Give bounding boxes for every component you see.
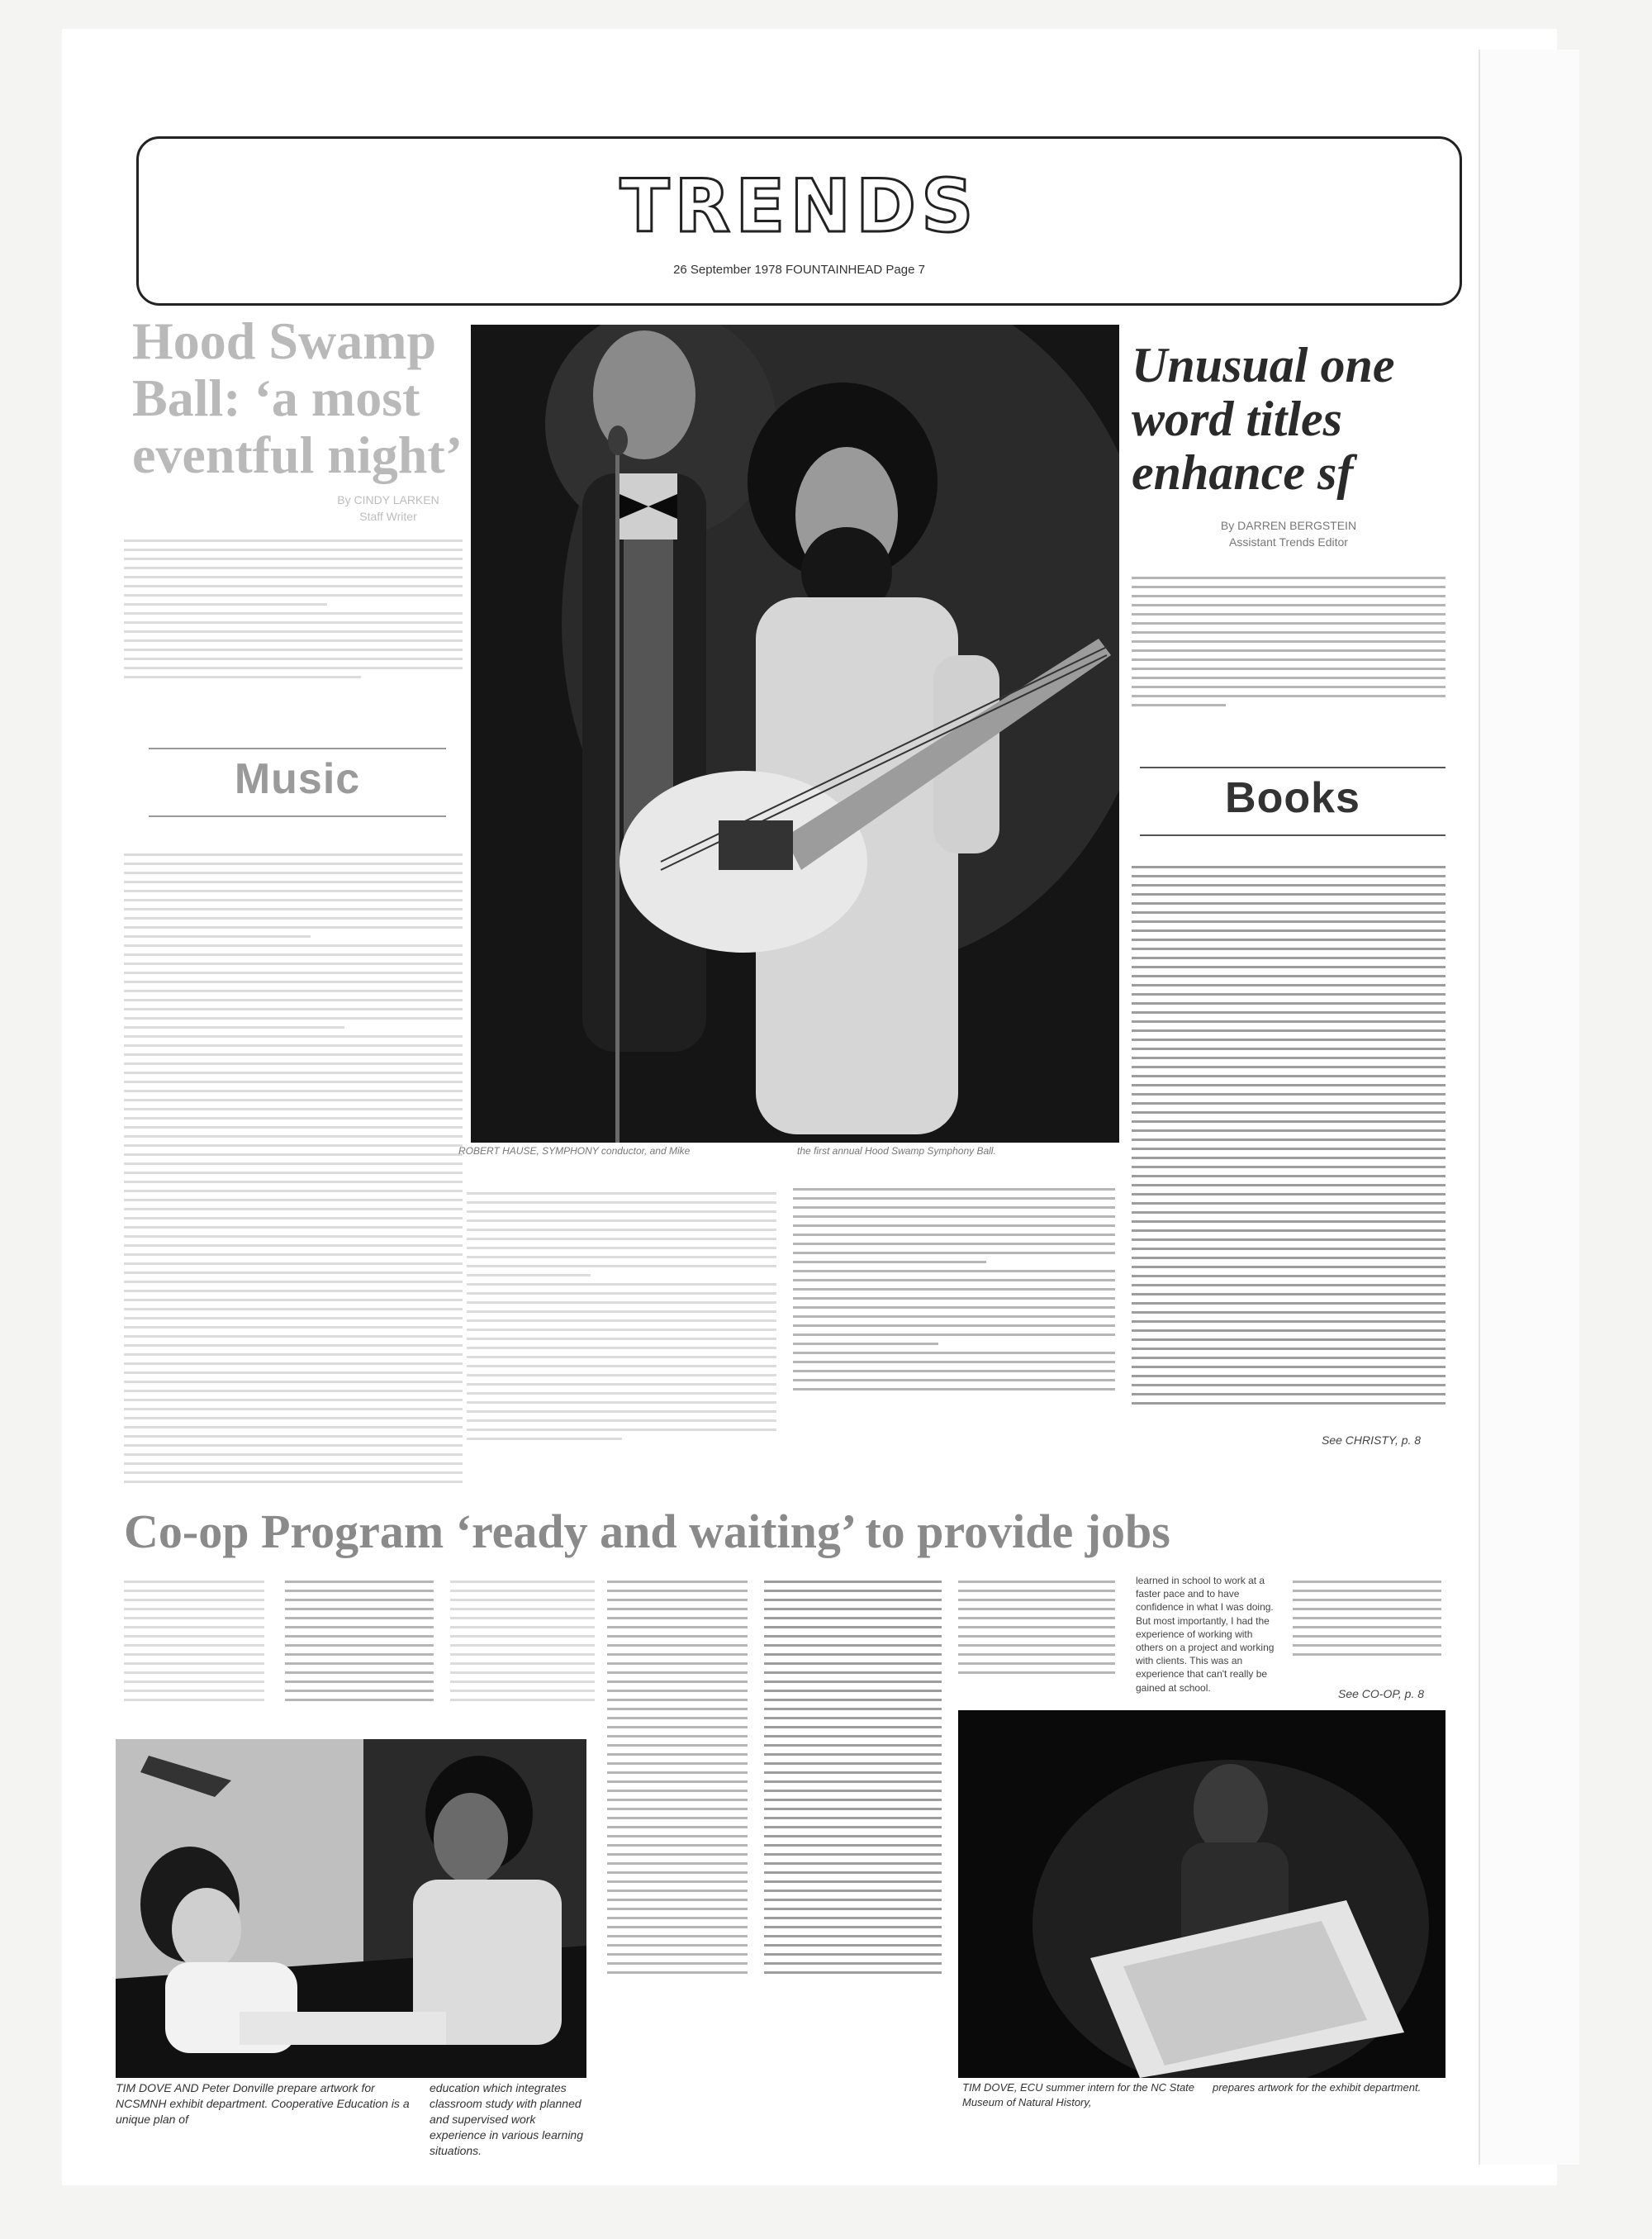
- coop-continued: See CO-OP, p. 8: [1338, 1687, 1425, 1700]
- masthead-title: TRENDS: [620, 164, 979, 249]
- coop-photo-right-art: [958, 1710, 1446, 2078]
- coop-col-4: [607, 1574, 748, 2065]
- coop-photo-left: [116, 1739, 586, 2078]
- coop-photo-right: [958, 1710, 1446, 2078]
- coop-photo-left-art: [116, 1739, 586, 2078]
- coop-headline: Co-op Program ‘ready and waiting’ to provide jobs: [124, 1505, 1170, 1558]
- trends-masthead: [136, 136, 1462, 306]
- symphony-photo-art: [471, 325, 1119, 1143]
- coop-photo-left-caption-b: education which integrates classroom study with planned and supervised work experience in various learning situations.: [430, 2081, 583, 2157]
- issue-line: 26 September 1978 FOUNTAINHEAD Page 7: [673, 263, 925, 277]
- books-byline-name: By DARREN BERGSTEIN: [1220, 519, 1357, 532]
- coop-photo-right-caption-b: prepares artwork for the exhibit department.: [1213, 2081, 1422, 2094]
- books-intro-text: [1132, 570, 1446, 735]
- books-byline-role: Assistant Trends Editor: [1229, 535, 1348, 549]
- music-continued-col1: [467, 1186, 776, 1483]
- underlying-page-edge: [1479, 50, 1579, 2165]
- books-section-label: Books: [1140, 767, 1446, 836]
- books-headline: Unusual one word titles enhance sf: [1132, 338, 1395, 500]
- music-byline: [306, 492, 471, 525]
- coop-col-8: [1293, 1574, 1441, 1690]
- music-body-text: [124, 847, 463, 1483]
- symphony-photo: [471, 325, 1119, 1143]
- coop-col-5: [764, 1574, 942, 2070]
- coop-photo-left-caption-a: TIM DOVE AND Peter Donville prepare artwork for NCSMNH exhibit department. Cooperative Education is a unique plan of: [116, 2081, 410, 2126]
- coop-col-7-text: learned in school to work at a faster pace and to have confidence in what I was doing. But most importantly, I had the experience of working with others on a project and working with clients. This was an experience that can't really be gained at school.: [1136, 1575, 1275, 1694]
- coop-col-6: [958, 1574, 1115, 1702]
- music-intro-text: [124, 533, 463, 719]
- coop-col-7: [1136, 1574, 1280, 1710]
- coop-photo-right-caption-a: TIM DOVE, ECU summer intern for the NC State Museum of Natural History,: [962, 2081, 1195, 2108]
- books-continued: See CHRISTY, p. 8: [1322, 1433, 1422, 1447]
- music-byline-role: Staff Writer: [359, 509, 417, 523]
- coop-col-3: [450, 1574, 595, 1731]
- music-section-label: Music: [149, 748, 446, 817]
- books-byline: [1198, 518, 1379, 550]
- music-byline-name: By CINDY LARKEN: [337, 493, 439, 506]
- books-body-text: [1132, 859, 1446, 1429]
- music-continued-col2: [793, 1181, 1115, 1454]
- coop-col-1: [124, 1574, 264, 1731]
- coop-col-2: [285, 1574, 434, 1731]
- music-headline: Hood Swamp Ball: ‘a most eventful night’: [132, 311, 463, 485]
- symphony-caption-left: ROBERT HAUSE, SYMPHONY conductor, and Mike: [458, 1145, 691, 1157]
- symphony-caption-right: the first annual Hood Swamp Symphony Ball.: [797, 1145, 996, 1157]
